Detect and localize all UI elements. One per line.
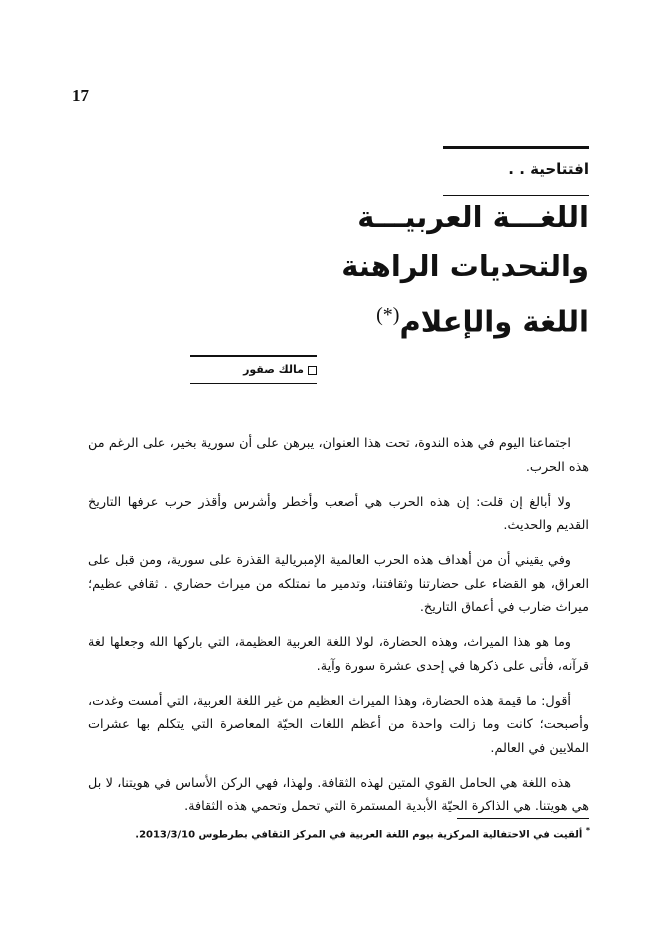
article-title — [259, 193, 589, 347]
paragraph-6: هذه اللغة هي الحامل القوي المتين لهذه الثقافة. ولهذا، فهي الركن الأساس في هويتنا، لا بل هي هويتنا. هي الذاكرة الحيّة الأبدية المستمرة التي تحمل وتحمي هذه الثقافة. — [88, 775, 589, 814]
author-name: مالك صقور — [243, 363, 304, 376]
author-row — [243, 363, 317, 376]
page-number: 17 — [72, 86, 89, 105]
title-line-3-text: اللغة والإعلام — [399, 304, 589, 339]
footnote-text: ألقيت في الاحتفالية المركزية بيوم اللغة العربية في المركز الثقافي بطرطوس 2013/3/10. — [135, 829, 583, 841]
section-label: افتتاحية . . — [508, 160, 589, 178]
paragraph-2: ولا أبالغ إن قلت: إن هذه الحرب هي أصعب وأخطر وأشرس وأقذر حرب عرفها التاريخ القديم والحديث. — [88, 494, 589, 533]
paragraph-4: وما هو هذا الميراث، وهذه الحضارة، لولا اللغة العربية العظيمة، التي باركها الله وجعلها لغة قرآنه، فأتى على ذكرها في إحدى عشرة سورة وآية. — [88, 635, 589, 674]
title-footnote-marker: (*) — [376, 304, 400, 326]
title-line-2: والتحديات الراهنة — [341, 249, 589, 283]
paragraph-3: وفي يقيني أن من أهداف هذه الحرب العالمية الإمبريالية القذرة على سورية، ومن قبل على العراق، هو القضاء على حضارتنا وثقافتنا، وتدمير ما نمتلكه من ميراث حضاري . ثقافي عظيم؛ ميراث ضارب في أعماق التاريخ. — [88, 553, 589, 615]
footnote-divider — [457, 818, 589, 819]
footnote — [135, 824, 590, 842]
title-line-1: اللغـــة العربيـــة — [357, 200, 589, 234]
paragraph-5: أقول: ما قيمة هذه الحضارة، وهذا الميراث العظيم من غير اللغة العربية، التي أمست وغدت، وأصبحت؛ كانت وما زالت واحدة من أعظم اللغات الحيّة المعاصرة التي يتكلم بها عشرات الملايين في العالم. — [88, 693, 589, 756]
square-bullet-icon — [308, 366, 317, 375]
article-body — [88, 432, 589, 830]
section-header — [443, 146, 589, 196]
footnote-marker: * — [585, 826, 590, 835]
paragraph-1: اجتماعنا اليوم في هذه الندوة، تحت هذا العنوان، يبرهن على أن سورية بخير، على الرغم من هذه الحرب. — [88, 436, 589, 475]
author-block — [190, 355, 317, 384]
title-line-3 — [259, 291, 589, 347]
